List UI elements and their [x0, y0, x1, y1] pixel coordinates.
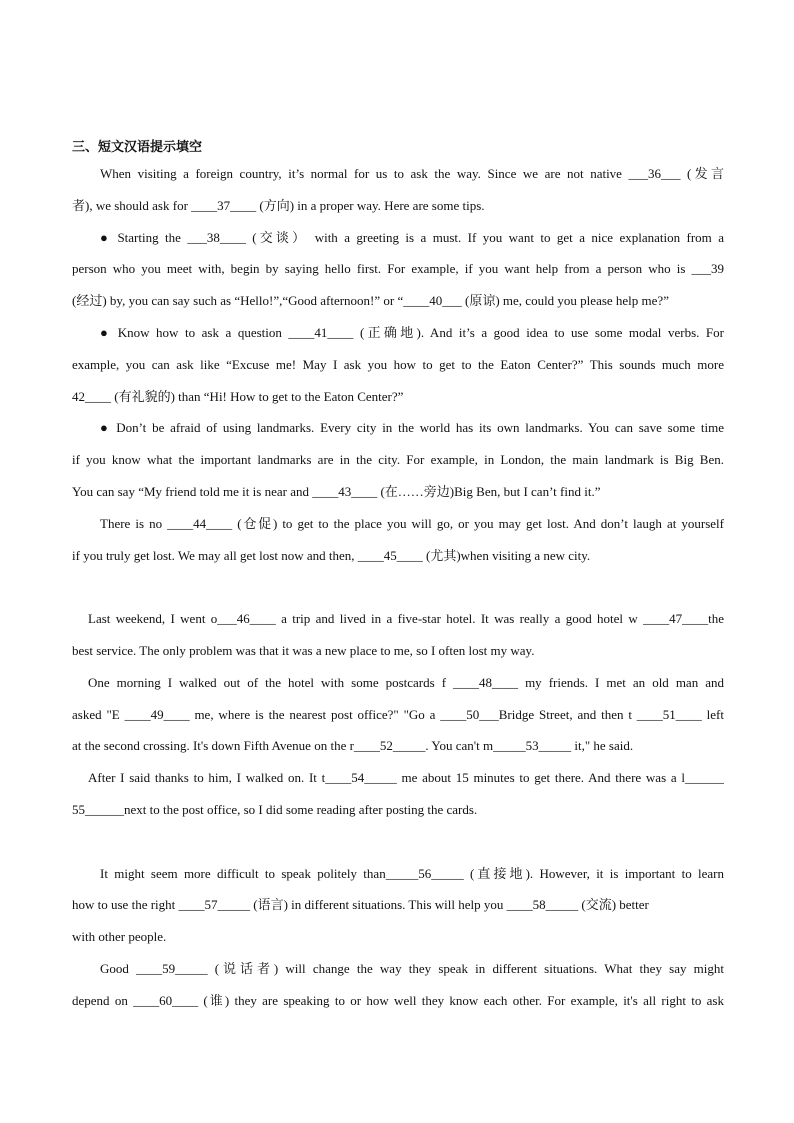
passage1-line-7: example, you can ask like “Excuse me! May I ask you how to get to the Eaton Center?” This sounds much more — [72, 357, 724, 372]
passage1-line-9: ● Don’t be afraid of using landmarks. Every city in the world has its own landmarks. You can save some time — [100, 420, 724, 435]
passage3-line-3: with other people. — [72, 929, 167, 944]
passage3-line-2: how to use the right ____57_____ (语言) in different situations. This will help you ____58_____ (交流) better — [72, 897, 649, 912]
passage2-line-1: Last weekend, I went o___46____ a trip and lived in a five-star hotel. It was really a good hotel w ____47____the — [88, 611, 724, 626]
passage2-line-7: 55______next to the post office, so I did some reading after posting the cards. — [72, 802, 478, 817]
passage1-line-11: You can say “My friend told me it is near and ____43____ (在……旁边)Big Ben, but I can’t find it.” — [72, 484, 601, 499]
passage1-line-5: (经过) by, you can say such as “Hello!”,“Good afternoon!” or “____40___ (原谅) me, could you please help me?” — [72, 293, 669, 308]
passage2-line-5: at the second crossing. It's down Fifth Avenue on the r____52_____. You can't m_____53_____ it," he said. — [72, 738, 634, 753]
passage1-line-13: if you truly get lost. We may all get lost now and then, ____45____ (尤其)when visiting a new city. — [72, 548, 591, 563]
passage1-line-12: There is no ____44____ (仓促) to get to the place you will go, or you may get lost. And don’t laugh at yourself — [100, 516, 724, 531]
passage2-line-2: best service. The only problem was that it was a new place to me, so I often lost my way. — [72, 643, 535, 658]
passage1-line-3: ● Starting the ___38____ (交谈） with a greeting is a must. If you want to get a nice explanation from a — [100, 230, 724, 245]
passage1-line-10: if you know what the important landmarks are in the city. For example, in London, the main landmark is Big Ben. — [72, 452, 724, 467]
passage2-line-4: asked "E ____49____ me, where is the nearest post office?" "Go a ____50___Bridge Street, and then t ____51____ left — [72, 707, 724, 722]
passage1-line-6: ● Know how to ask a question ____41____ (正确地). And it’s a good idea to use some modal verbs. For — [100, 325, 724, 340]
passage1-line-1: When visiting a foreign country, it’s normal for us to ask the way. Since we are not native ___36___ (发言 — [100, 166, 724, 181]
passage1-line-4: person who you meet with, begin by saying hello first. For example, if you want help from a person who is ___39 — [72, 261, 724, 276]
passage2-line-3: One morning I walked out of the hotel with some postcards f ____48____ my friends. I met an old man and — [88, 675, 724, 690]
passage2-line-6: After I said thanks to him, I walked on. It t____54_____ me about 15 minutes to get there. And there was a l______ — [88, 770, 724, 785]
passage3-line-5: depend on ____60____ (谁) they are speaking to or how well they know each other. For example, it's all right to ask — [72, 993, 724, 1008]
passage1-line-8: 42____ (有礼貌的) than “Hi! How to get to the Eaton Center?” — [72, 389, 404, 404]
section-heading: 三、短文汉语提示填空 — [72, 140, 203, 155]
passage1-line-2: 者), we should ask for ____37____ (方向) in a proper way. Here are some tips. — [72, 198, 485, 213]
passage3-line-1: It might seem more difficult to speak politely than_____56_____ (直接地). However, it is important to learn — [100, 866, 724, 881]
passage3-line-4: Good ____59_____ (说话者) will change the way they speak in different situations. What they say might — [100, 961, 724, 976]
